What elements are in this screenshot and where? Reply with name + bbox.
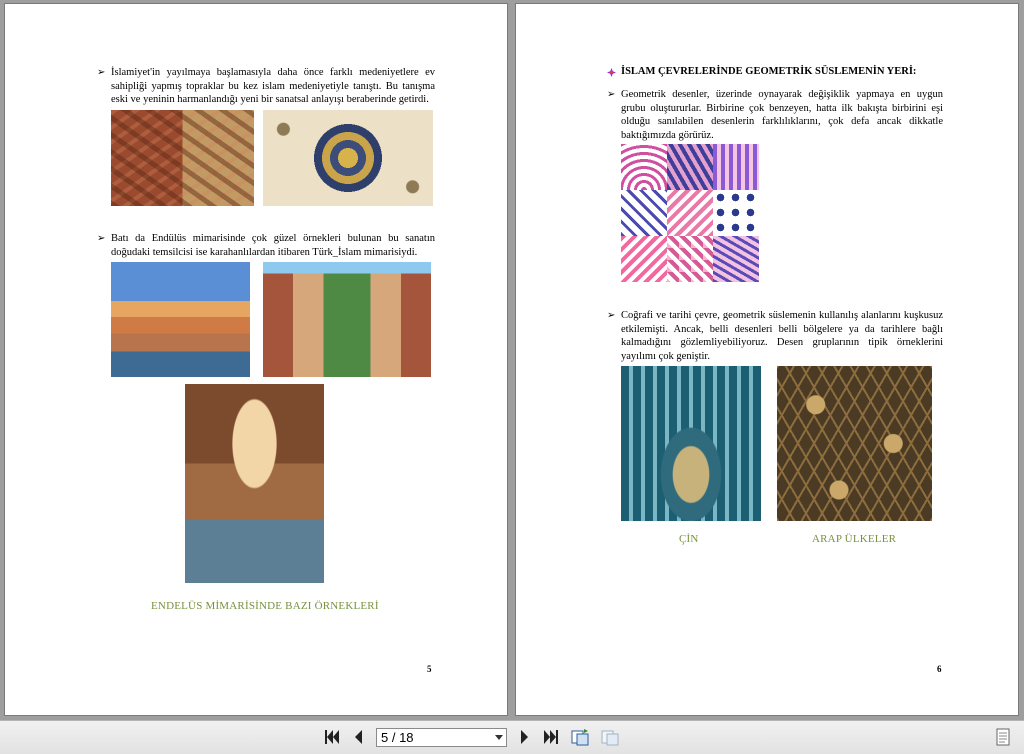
carved-wood-pattern-image xyxy=(111,110,254,206)
paragraph-text: Coğrafi ve tarihi çevre, geometrik süslemenin kullanılış alanlarını kuşkusuz etkilemişti. Ancak, belli desenleri belli bölgelere ya da tarihlere bağlı kalmadığını gözlemliyebiliyoruz. Desen gruplarının tipik örneklerini yayılımı çok geniştir. xyxy=(621,310,943,362)
previous-page-icon[interactable] xyxy=(349,728,369,746)
china-tile-window-image xyxy=(621,366,761,521)
caption-arab: ARAP ÜLKELER xyxy=(812,533,897,545)
caption-china: ÇİN xyxy=(679,533,699,545)
arab-geometric-panel-image xyxy=(777,366,932,521)
arrow-bullet-icon: ➢ xyxy=(607,310,616,321)
alcazar-garden-image xyxy=(263,262,431,377)
last-page-icon[interactable] xyxy=(541,728,561,746)
first-page-icon[interactable] xyxy=(322,728,342,746)
page-number-select[interactable] xyxy=(376,728,507,747)
arrow-bullet-icon: ➢ xyxy=(607,89,616,100)
paragraph-geometric xyxy=(607,88,943,142)
paragraph-islam-spread xyxy=(97,66,435,107)
chevron-down-icon xyxy=(495,735,503,740)
arrow-bullet-icon: ➢ xyxy=(97,233,106,244)
section-title: İSLAM ÇEVRELERİNDE GEOMETRİK SÜSLEMENİN YERİ: xyxy=(621,66,917,77)
paragraph-text: Geometrik desenler, üzerinde oynayarak değişiklik yapmaya en uygun grubu oluştururlar. Birbirine çok benzeyen, hatta ilk bakışta birbirini eşi olduğu sanılabilen desenlerin farklılıklarını, çok defa ancak dikkatle baktığımızda görürüz. xyxy=(621,89,943,141)
caption-endulus: ENDELÜS MİMARİSİNDE BAZI ÖRNEKLERİ xyxy=(151,600,379,612)
page-6 xyxy=(515,3,1019,716)
presentation-icon[interactable] xyxy=(600,728,620,746)
paragraph-text: Batı da Endülüs mimarisinde çok güzel örnekleri bulunan bu sanatın doğudaki temsilcisi ise karahanlılardan itibaren Türk_İslam mimarisiydi. xyxy=(111,233,435,258)
page-indicator-text: 5 / 18 xyxy=(381,730,414,745)
paragraph-text: İslamiyet'in yayılmaya başlamasıyla daha önce farklı medeniyetlere ev sahipliği yapmış topraklar bu kez islam medeniyetiyle tanıştı. Bu tanışma eski ve yeninin harmanlandığı yeni bir sanatsal anlayışı beraberinde getirdi. xyxy=(111,67,435,105)
page-5 xyxy=(4,3,508,716)
paragraph-endulus xyxy=(97,232,435,259)
geometric-star-pattern-image xyxy=(263,110,433,206)
page-number: 6 xyxy=(937,664,942,674)
document-icon[interactable] xyxy=(993,728,1013,746)
viewer-toolbar xyxy=(0,720,1024,754)
page-number: 5 xyxy=(427,664,432,674)
arrow-bullet-icon: ➢ xyxy=(97,67,106,78)
rotate-icon[interactable] xyxy=(570,728,590,746)
next-page-icon[interactable] xyxy=(514,728,534,746)
cordoba-mosque-bridge-image xyxy=(111,262,250,377)
moorish-arch-courtyard-image xyxy=(185,384,324,583)
four-point-star-icon xyxy=(607,68,616,77)
geometric-patterns-grid-image xyxy=(621,144,759,282)
paragraph-geography xyxy=(607,309,943,363)
